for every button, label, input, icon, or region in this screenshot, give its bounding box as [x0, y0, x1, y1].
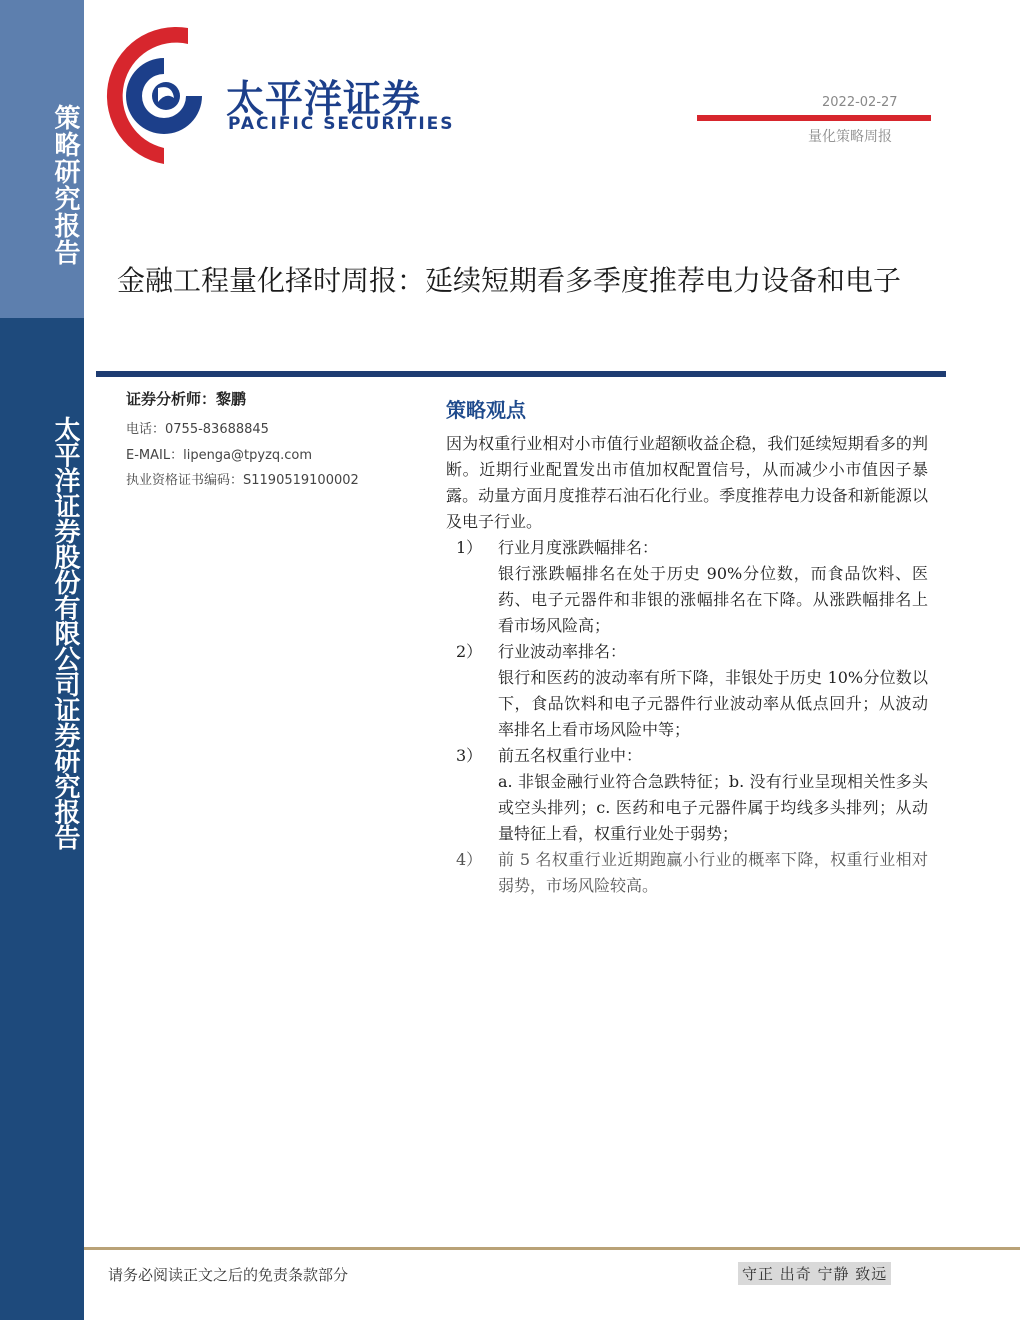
- pacific-securities-logo-icon: [106, 22, 218, 166]
- analyst-info: [126, 388, 426, 494]
- report-title: 金融工程量化择时周报：延续短期看多季度推荐电力设备和电子: [117, 264, 902, 297]
- analyst-license: 执业资格证书编码：S1190519100002: [126, 473, 359, 488]
- strategy-heading: 策略观点: [446, 398, 526, 422]
- item-number: 4）: [456, 850, 483, 869]
- strategy-body: [446, 431, 928, 899]
- report-type: 量化策略周报: [808, 129, 892, 145]
- analyst-name: 证券分析师：黎鹏: [126, 390, 247, 408]
- footer-disclaimer: 请务必阅读正文之后的免责条款部分: [108, 1266, 349, 1284]
- item-number: 2）: [456, 642, 483, 661]
- strategy-item: [456, 639, 928, 743]
- strategy-item: [456, 847, 928, 899]
- brand-name-en: PACIFIC SECURITIES: [228, 114, 455, 134]
- item-heading: 行业波动率排名：: [498, 642, 627, 661]
- item-number: 3）: [456, 746, 483, 765]
- report-date: 2022-02-27: [822, 95, 898, 110]
- footer-slogan: 守正 出奇 宁静 致远: [738, 1262, 891, 1285]
- item-text: 银行和医药的波动率有所下降，非银处于历史 10%分位数以下，食品饮料和电子元器件行业波动率从低点回升；从波动率排名上看市场风险中等；: [498, 668, 928, 739]
- title-divider: [96, 371, 946, 377]
- sidebar-top-band: [0, 0, 84, 318]
- strategy-item: [456, 743, 928, 847]
- item-text: 银行涨跌幅排名在处于历史 90%分位数，而食品饮料、医药、电子元器件和非银的涨幅排名在下降。从涨跌幅排名上看市场风险高；: [498, 564, 928, 635]
- item-heading: 行业月度涨跌幅排名：: [498, 538, 659, 557]
- item-text: a. 非银金融行业符合急跌特征；b. 没有行业呈现相关性多头或空头排列；c. 医药和电子元器件属于均线多头排列；从动量特征上看，权重行业处于弱势；: [498, 772, 928, 843]
- sidebar-bottom-band: [0, 318, 84, 1320]
- brand-name-cn: 太平洋证券: [226, 77, 422, 121]
- sidebar-report-category: 策略研究报告: [50, 104, 80, 266]
- item-number: 1）: [456, 538, 483, 557]
- item-text: 前 5 名权重行业近期跑赢小行业的概率下降，权重行业相对弱势，市场风险较高。: [498, 850, 928, 895]
- footer-divider: [84, 1247, 1020, 1250]
- sidebar-company-label: 太平洋证券股份有限公司证券研究报告: [50, 416, 80, 850]
- strategy-intro: 因为权重行业相对小市值行业超额收益企稳，我们延续短期看多的判断。近期行业配置发出市值加权配置信号，从而减少小市值因子暴露。动量方面月度推荐石油石化行业。季度推荐电力设备和新能源以及电子行业。: [446, 434, 928, 531]
- analyst-email[interactable]: E-MAIL：lipenga@tpyzq.com: [126, 447, 313, 463]
- header-accent-bar: [697, 115, 931, 121]
- item-heading: 前五名权重行业中：: [498, 746, 643, 765]
- strategy-item: [456, 535, 928, 639]
- analyst-phone: 电话：0755-83688845: [126, 422, 269, 437]
